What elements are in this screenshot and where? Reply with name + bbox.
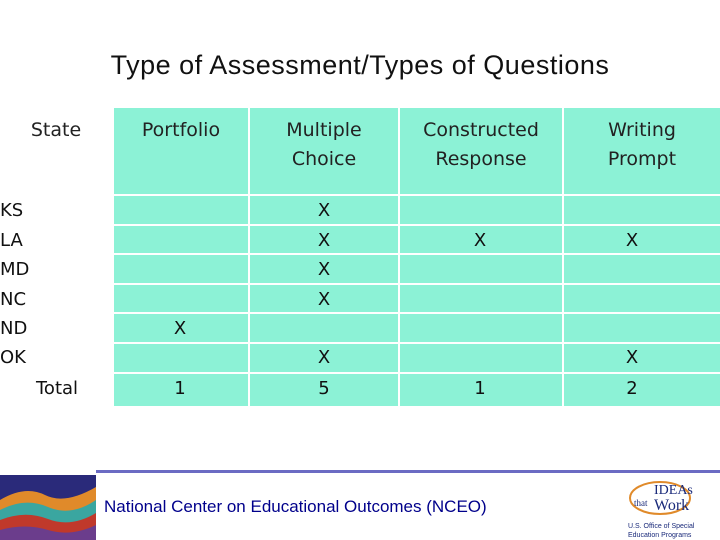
slide-title: Type of Assessment/Types of Questions bbox=[110, 50, 610, 80]
header-writing-prompt: Writing Prompt bbox=[607, 119, 677, 170]
total-constructed-response: 1 bbox=[474, 378, 486, 399]
multiple-choice-mark: X bbox=[317, 200, 331, 221]
writing-prompt-mark: X bbox=[625, 230, 639, 251]
total-label: Total bbox=[36, 378, 79, 399]
divider bbox=[112, 108, 114, 406]
header-portfolio: Portfolio bbox=[141, 119, 221, 141]
state-label: NC bbox=[0, 289, 27, 310]
multiple-choice-mark: X bbox=[317, 347, 331, 368]
assessment-table bbox=[0, 108, 720, 406]
total-writing-prompt: 2 bbox=[626, 378, 638, 399]
header-state: State bbox=[30, 119, 82, 141]
logo-text: U.S. Office of Special bbox=[628, 523, 695, 530]
multiple-choice-mark: X bbox=[317, 289, 331, 310]
total-multiple-choice: 5 bbox=[318, 378, 330, 399]
nceo-logo-icon bbox=[0, 475, 96, 540]
state-label: ND bbox=[0, 318, 28, 339]
footer-text: National Center on Educational Outcomes (NCEO) bbox=[104, 497, 487, 516]
state-label: MD bbox=[0, 259, 30, 280]
state-label: LA bbox=[0, 230, 23, 251]
multiple-choice-mark: X bbox=[317, 259, 331, 280]
header-multiple-choice: Multiple Choice bbox=[286, 119, 362, 170]
totals-row bbox=[0, 372, 720, 406]
writing-prompt-mark: X bbox=[625, 347, 639, 368]
logo-text: Work bbox=[654, 497, 690, 514]
constructed-response-mark: X bbox=[473, 230, 487, 251]
state-label: OK bbox=[0, 347, 26, 368]
logo-text: IDEAs bbox=[654, 483, 693, 498]
header-constructed-response: Constructed Response bbox=[423, 119, 539, 170]
footer-rule bbox=[96, 470, 720, 473]
multiple-choice-mark: X bbox=[317, 230, 331, 251]
logo-text: Education Programs bbox=[628, 532, 692, 539]
state-label: KS bbox=[0, 200, 24, 221]
ideas-that-work-logo-icon bbox=[612, 476, 720, 540]
logo-text: that bbox=[634, 498, 648, 508]
total-portfolio: 1 bbox=[174, 378, 186, 399]
portfolio-mark: X bbox=[173, 318, 187, 339]
